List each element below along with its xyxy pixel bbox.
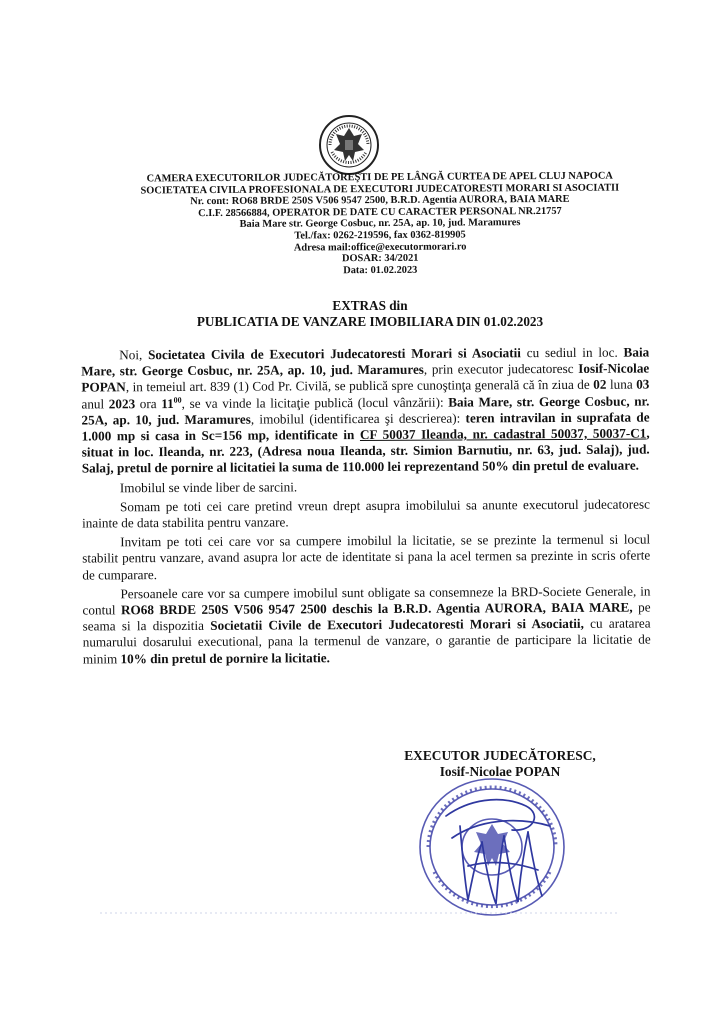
paragraph-invitation: Invitam pe toti cei care vor sa cumpere imobilul la licitatie, se se prezinte la termenul si locul stabilit pentru vanzare, avand asupra lor acte de identitate si pana la acel termen sa prezinte in scris oferte de cumparare.: [82, 531, 651, 583]
document-body: [81, 345, 651, 671]
header-address: Baia Mare str. George Cosbuc, nr. 25A, ap. 10, jud. Maramures: [239, 217, 521, 231]
signature-name: Iosif-Nicolae POPAN: [439, 764, 561, 779]
header-phone: Tel./fax: 0262-219596, fax 0362-819905: [294, 229, 466, 242]
header-chamber: CAMERA EXECUTORILOR JUDECĂTOREŞTI DE PE LÂNGĂ CURTEA DE APEL CLUJ NAPOCA: [146, 170, 613, 185]
title-line-1: EXTRAS din: [332, 298, 408, 313]
paragraph-no-encumbrances: Imobilul se vinde liber de sarcini.: [119, 478, 298, 495]
title-line-2: PUBLICATIA DE VANZARE IMOBILIARA DIN 01.02.2023: [196, 314, 544, 329]
document-title: [90, 298, 650, 330]
letterhead: [70, 170, 691, 278]
header-company: SOCIETATEA CIVILA PROFESIONALA DE EXECUTORI JUDECATORESTI MORARI SI ASOCIATII: [140, 182, 620, 197]
paragraph-guarantee: Persoanele care vor sa cumpere imobilul sunt obligate sa consemneze la BRD-Societe Generale, in contul RO68 BRDE 250S V506 9547 2500 deschis la B.R.D. Agentia AURORA, BAIA MARE, pe seama si la dispozitia Societatii Civile de Executori Judecatoresti Morari si Asociatii, cu aratarea numarului dosarului executional, pana la termenul de vanzare, o garantie de participare la licitatie de minim 10% din pretul de pornire la licitatie.: [82, 583, 651, 667]
header-email: Adresa mail:office@executormorari.ro: [293, 241, 467, 254]
handwritten-signature-icon: [438, 780, 558, 908]
header-account: Nr. cont: RO68 BRDE 250S V506 9547 2500, B.R.D. Agentia AURORA, BAIA MARE: [190, 194, 570, 208]
scan-artifact: [100, 908, 620, 918]
land-registry-reference: CF 50037 Ileanda, nr. cadastral 50037, 50037-C1: [359, 425, 647, 443]
header-cif: C.I.F. 28566884, OPERATOR DE DATE CU CARACTER PERSONAL NR.21757: [198, 205, 562, 219]
paragraph-summons: Somam pe toti cei care pretind vreun drept asupra imobilului sa anunte executorul judecatoresc inainte de data stabilita pentru vanzare.: [82, 496, 651, 531]
header-date: Data: 01.02.2023: [343, 264, 418, 276]
signature-title: EXECUTOR JUDECĂTORESC,: [404, 748, 596, 763]
paragraph-announcement: Noi, Societatea Civila de Executori Judecatoresti Morari si Asociatii cu sediul in loc. Baia Mare, str. George Cosbuc, nr. 25A, ap. 10, jud. Maramures, prin executor judecatoresc Iosif-Nicolae POPAN, in temeiul art. 839 (1) Cod Pr. Civilă, se publică spre cunoştinţa generală că în ziua de 02 luna 03 anul 2023 ora $11^{00}$, se va vinde la licitaţie publică (locul vânzării): Baia Mare, str. George Cosbuc, nr. 25A, ap. 10, jud. Maramures, imobilul (identificarea şi descrierea): teren intravilan in suprafata de 1.000 mp si casa in Sc=156 mp, identificate in CF 50037 Ileanda, nr. cadastral 50037, 50037-C1, situat in loc. Ileanda, nr. 223, (Adresa noua Ileanda, str. Simion Barnutiu, nr. 63, jud. Salaj), jud. Salaj, pretul de pornire al licitatiei la suma de 110.000 lei reprezentand 50% din pretul de evaluare.: [81, 344, 650, 476]
header-file-number: DOSAR: 34/2021: [341, 252, 419, 265]
romania-seal-icon: [318, 114, 380, 176]
